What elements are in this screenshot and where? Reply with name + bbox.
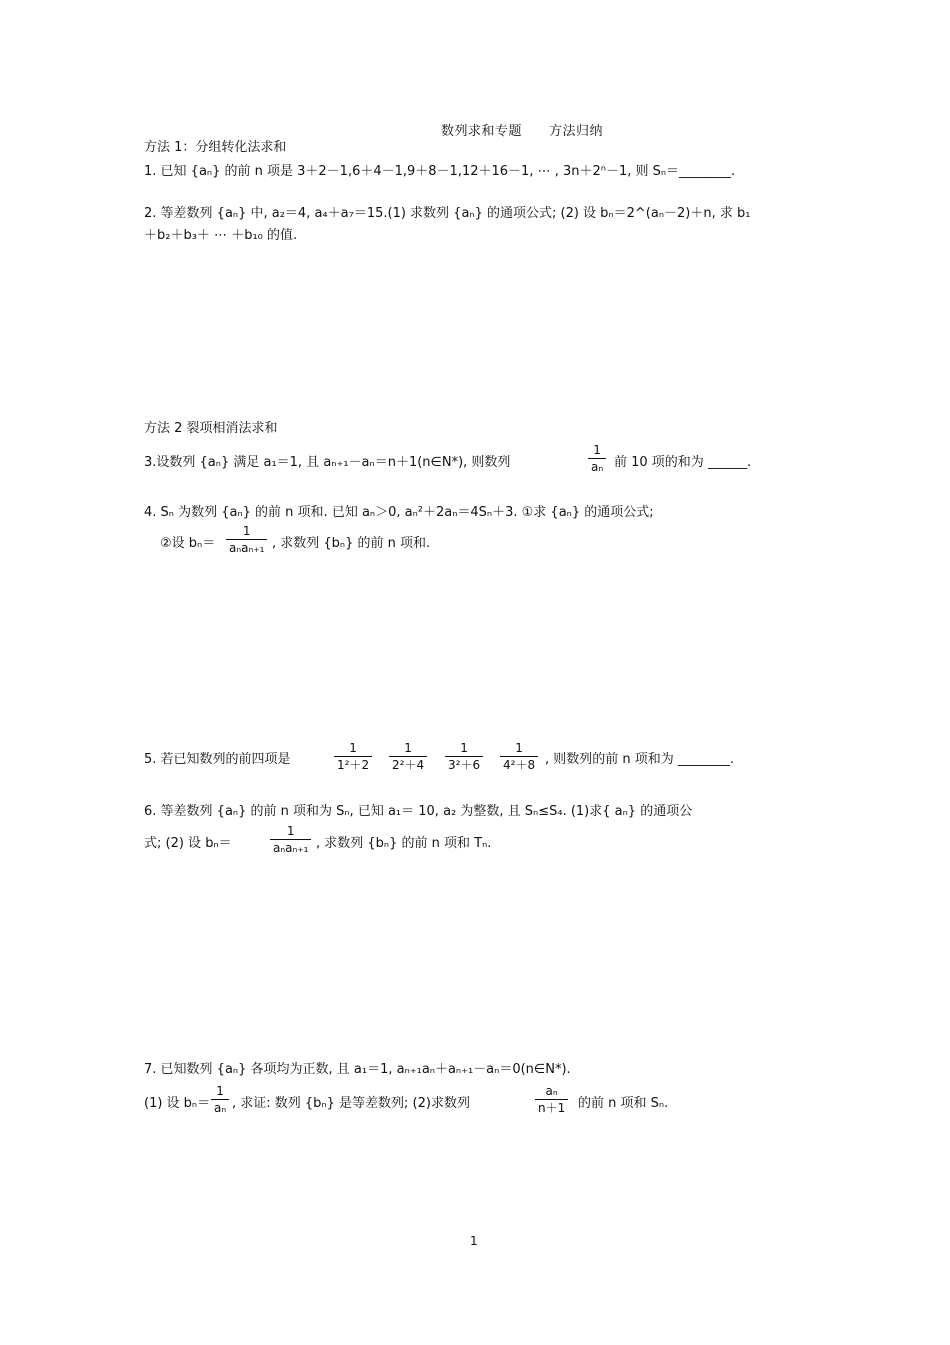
fraction-numerator: 1 (286, 824, 295, 838)
fraction-numerator: 1 (593, 443, 601, 457)
question-7-line-2c: 的前 n 项和 Sₙ. (578, 1096, 669, 1111)
question-3-fraction (588, 443, 606, 474)
fraction-denominator: 4²＋8 (500, 756, 538, 772)
question-6-fraction (270, 824, 311, 855)
fraction-denominator: 1²＋2 (334, 756, 372, 772)
question-7-line-2a: (1) 设 bₙ＝ (144, 1096, 211, 1111)
question-5-fraction-2 (389, 741, 427, 772)
fraction-numerator: 1 (460, 741, 468, 755)
fraction-numerator: aₙ (545, 1084, 558, 1098)
fraction-denominator: aₙaₙ₊₁ (270, 839, 311, 855)
method-2-heading: 方法 2 裂项相消法求和 (144, 421, 278, 436)
question-5-text-b: , 则数列的前 n 项和为 ________. (545, 752, 735, 767)
question-6-line-2b: , 求数列 {bₙ} 的前 n 项和 Tₙ. (316, 836, 492, 851)
fraction-numerator: 1 (216, 1084, 224, 1098)
question-7-fraction-2 (535, 1084, 568, 1115)
question-6-line-1: 6. 等差数列 {aₙ} 的前 n 项和为 Sₙ, 已知 a₁＝ 10, a₂ 为整数, 且 Sₙ≤S₄. (1)求{ aₙ} 的通项公 (144, 804, 693, 819)
question-4-line-2a: ②设 bₙ＝ (160, 536, 216, 551)
fraction-numerator: 1 (242, 524, 251, 538)
fraction-denominator: n＋1 (535, 1099, 568, 1115)
fraction-denominator: aₙaₙ₊₁ (226, 539, 267, 555)
fraction-denominator: aₙ (211, 1099, 229, 1115)
question-5-fraction-1 (334, 741, 372, 772)
question-6-line-2a: 式; (2) 设 bₙ＝ (144, 836, 232, 851)
question-7-line-2b: , 求证: 数列 {bₙ} 是等差数列; (2)求数列 (232, 1096, 470, 1111)
question-2-line-2: ＋b₂＋b₃＋ ⋯ ＋b₁₀ 的值. (144, 228, 298, 243)
fraction-numerator: 1 (515, 741, 523, 755)
question-3-text-b: 前 10 项的和为 ______. (614, 455, 752, 470)
question-5-fraction-3 (445, 741, 483, 772)
fraction-denominator: 2²＋4 (389, 756, 427, 772)
question-7-fraction-1 (211, 1084, 229, 1115)
question-3-text-a: 3.设数列 {aₙ} 满足 a₁＝1, 且 aₙ₊₁－aₙ＝n＋1(n∈N*), 则数列 (144, 455, 511, 470)
fraction-numerator: 1 (404, 741, 412, 755)
question-4-line-2b: , 求数列 {bₙ} 的前 n 项和. (272, 536, 431, 551)
fraction-denominator: 3²＋6 (445, 756, 483, 772)
question-2-line-1: 2. 等差数列 {aₙ} 中, a₂＝4, a₄＋a₇＝15.(1) 求数列 {aₙ} 的通项公式; (2) 设 bₙ＝2^(aₙ－2)＋n, 求 b₁ (144, 206, 751, 221)
question-7-line-1: 7. 已知数列 {aₙ} 各项均为正数, 且 a₁＝1, aₙ₊₁aₙ＋aₙ₊₁－aₙ＝0(n∈N*). (144, 1062, 571, 1077)
question-1: 1. 已知 {aₙ} 的前 n 项是 3＋2－1,6＋4－1,9＋8－1,12＋16－1, ⋯ , 3n＋2ⁿ－1, 则 Sₙ＝________. (144, 164, 736, 179)
page-number: 1 (470, 1234, 478, 1248)
question-5-text-a: 5. 若已知数列的前四项是 (144, 752, 291, 767)
document-title: 数列求和专题 方法归纳 (441, 124, 604, 139)
question-5-fraction-4 (500, 741, 538, 772)
question-4-fraction (226, 524, 267, 555)
method-1-heading: 方法 1：分组转化法求和 (144, 140, 287, 155)
fraction-denominator: aₙ (588, 458, 606, 474)
question-4-line-1: 4. Sₙ 为数列 {aₙ} 的前 n 项和. 已知 aₙ＞0, aₙ²＋2aₙ＝4Sₙ＋3. ①求 {aₙ} 的通项公式; (144, 505, 654, 520)
fraction-numerator: 1 (349, 741, 357, 755)
